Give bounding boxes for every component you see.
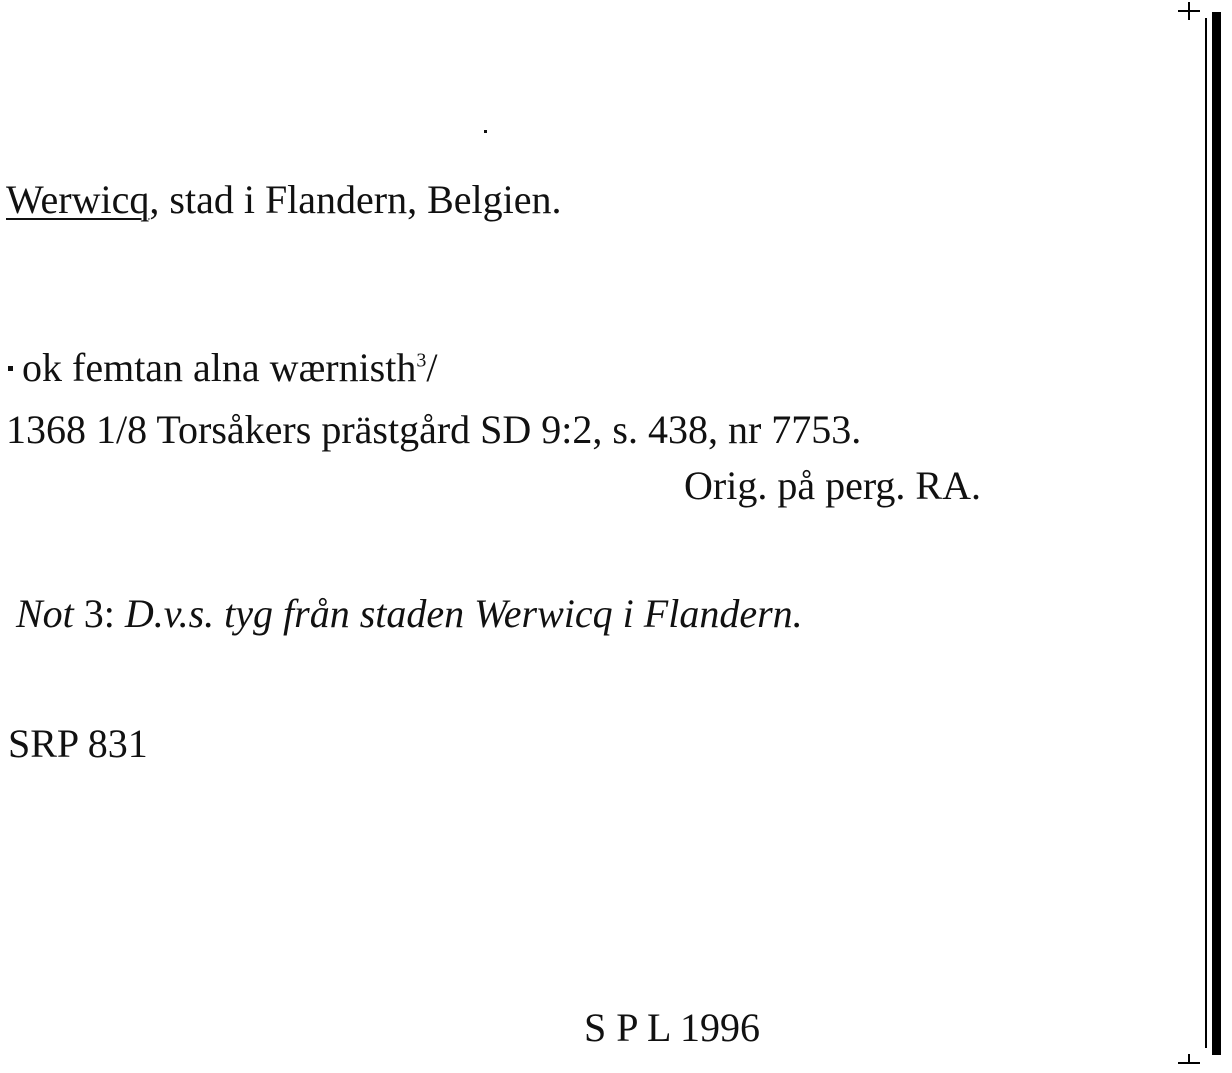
- footer-signature: S P L 1996: [584, 1005, 760, 1050]
- scan-border-thin: [1205, 18, 1207, 1048]
- scan-border: [1212, 12, 1221, 1055]
- quote-note-ref: 3: [416, 349, 427, 372]
- quote-bullet: [8, 366, 13, 371]
- entry-definition: , stad i Flandern, Belgien.: [149, 177, 562, 222]
- quote-line: [22, 345, 438, 390]
- entry-line: [6, 177, 562, 222]
- note-number: 3:: [73, 591, 125, 636]
- reference-code: SRP 831: [8, 721, 148, 766]
- source-line: 1368 1/8 Torsåkers prästgård SD 9:2, s. 438, nr 7753.: [6, 407, 862, 452]
- quote-text: ok femtan alna wærnisth: [22, 345, 417, 390]
- quote-tail: /: [426, 345, 438, 390]
- scan-speck: [484, 130, 487, 133]
- note-line: [16, 591, 803, 636]
- crop-mark-bottom-vertical: [1188, 1054, 1190, 1064]
- note-label: Not: [16, 591, 74, 636]
- source-orig: Orig. på perg. RA.: [684, 463, 981, 508]
- crop-mark-top-vertical: [1188, 2, 1190, 20]
- entry-headword: Werwicq: [6, 177, 150, 222]
- note-text: D.v.s. tyg från staden Werwicq i Flandern.: [124, 591, 803, 636]
